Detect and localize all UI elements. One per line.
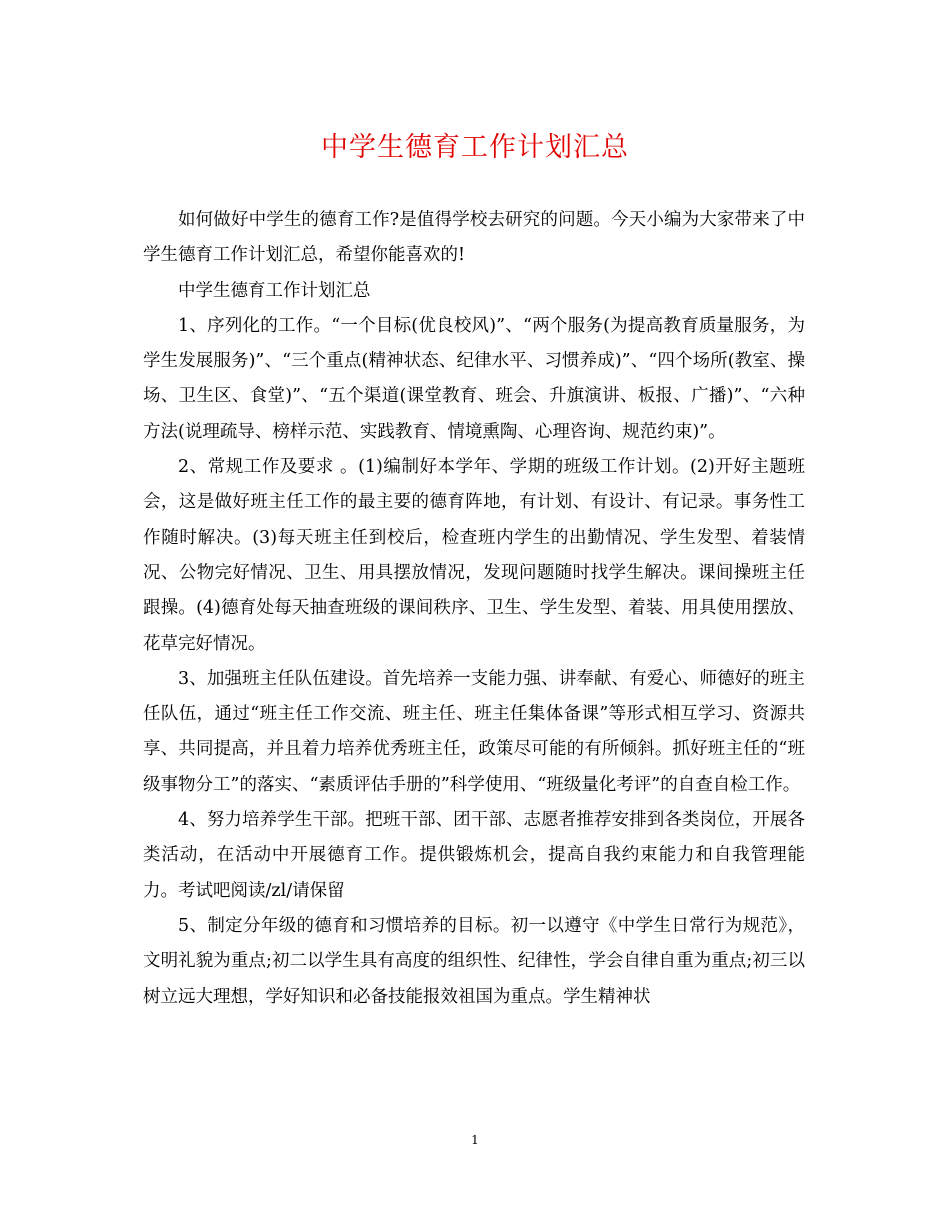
- document-title: 中学生德育工作计划汇总: [321, 132, 629, 163]
- paragraph-intro: 如何做好中学生的德育工作?是值得学校去研究的问题。今天小编为大家带来了中学生德育工作计划汇总，希望你能喜欢的!: [143, 210, 805, 266]
- paragraph-item-3: 3、加强班主任队伍建设。首先培养一支能力强、讲奉献、有爱心、师德好的班主任队伍，通过“班主任工作交流、班主任、班主任集体备课”等形式相互学习、资源共享、共同提高，并且着力培养优秀班主任，政策尽可能的有所倾斜。抓好班主任的“班级事物分工”的落实、“素质评估手册的”科学使用、“班级量化考评”的自查自检工作。: [143, 668, 805, 795]
- page-number: 1: [471, 1133, 479, 1147]
- paragraph-item-2: 2、常规工作及要求 。(1)编制好本学年、学期的班级工作计划。(2)开好主题班会，这是做好班主任工作的最主要的德育阵地，有计划、有设计、有记录。事务性工作随时解决。(3)每天班主任到校后，检查班内学生的出勤情况、学生发型、着装情况、公物完好情况、卫生、用具摆放情况，发现问题随时找学生解决。课间操班主任跟操。(4)德育处每天抽查班级的课间秩序、卫生、学生发型、着装、用具使用摆放、花草完好情况。: [143, 457, 805, 654]
- paragraph-item-1: 1、序列化的工作。“一个目标(优良校风)”、“两个服务(为提高教育质量服务，为学生发展服务)”、“三个重点(精神状态、纪律水平、习惯养成)”、“四个场所(教室、操场、卫生区、食堂)”、“五个渠道(课堂教育、班会、升旗演讲、板报、广播)”、“六种方法(说理疏导、榜样示范、实践教育、情境熏陶、心理咨询、规范约束)”。: [143, 315, 805, 442]
- paragraph-item-4: 4、努力培养学生干部。把班干部、团干部、志愿者推荐安排到各类岗位，开展各类活动，在活动中开展德育工作。提供锻炼机会，提高自我约束能力和自我管理能力。考试吧阅读/zl/请保留: [143, 810, 805, 901]
- paragraph-item-5: 5、制定分年级的德育和习惯培养的目标。初一以遵守《中学生日常行为规范》，文明礼貌为重点;初二以学生具有高度的组织性、纪律性，学会自律自重为重点;初三以树立远大理想，学好知识和必备技能报效祖国为重点。学生精神状: [143, 915, 805, 1007]
- paragraph-subheading: 中学生德育工作计划汇总: [178, 280, 371, 301]
- document-body: [143, 203, 805, 1015]
